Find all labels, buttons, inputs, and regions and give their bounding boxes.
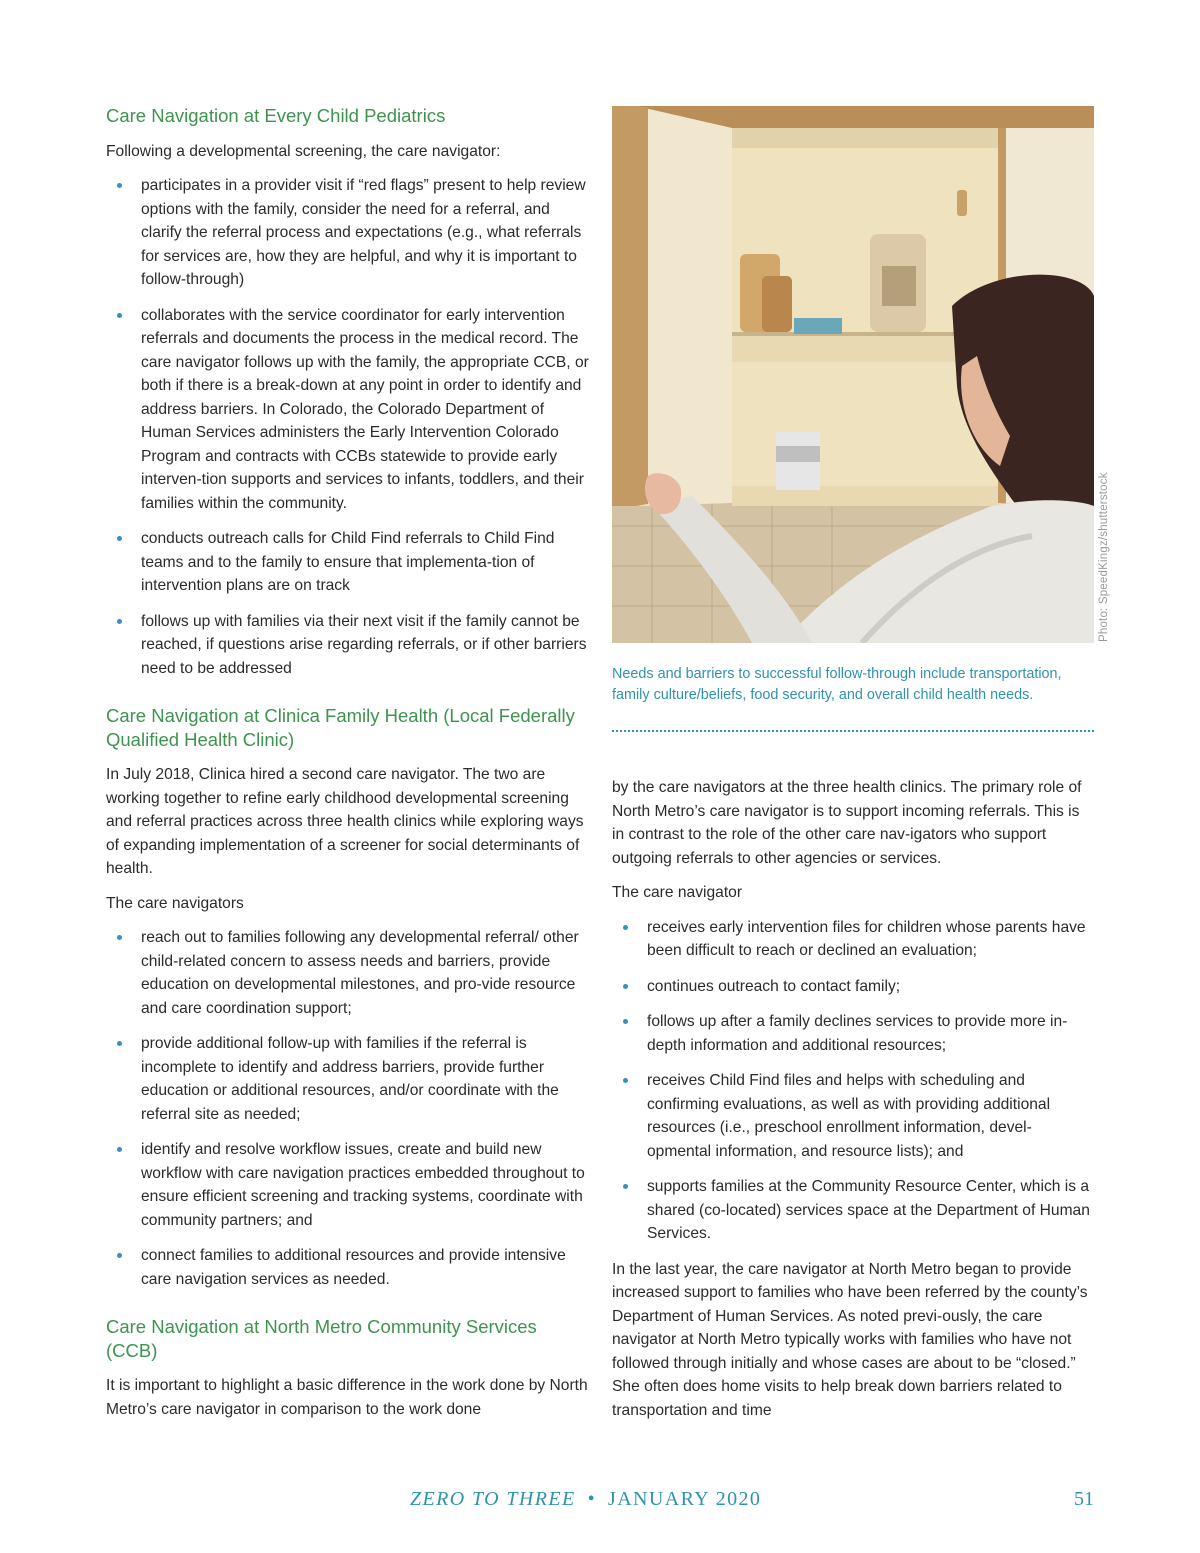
cabinet-photo — [612, 106, 1094, 643]
cabinet-illustration — [612, 106, 1094, 643]
list-item: conducts outreach calls for Child Find referrals to Child Find teams and to the family to ensure that implementa-tion of intervention plans are on track — [106, 527, 590, 598]
list-item: reach out to families following any developmental referral/ other child-related concern to assess needs and barriers, provide education on developmental milestones, and pro-vide resource and care coordination support; — [106, 926, 590, 1020]
bullet-icon — [117, 619, 122, 624]
paragraph: It is important to highlight a basic difference in the work done by North Metro’s care navigator in comparison to the work done — [106, 1377, 588, 1418]
publication-date: JANUARY 2020 — [608, 1488, 762, 1510]
section-heading-every-child: Care Navigation at Every Child Pediatrics — [106, 105, 446, 126]
footer-publication — [410, 1488, 761, 1511]
list-item: follows up with families via their next visit if the family cannot be reached, if questions arise regarding referrals, or if other barriers need to be addressed — [106, 610, 590, 681]
paragraph: The care navigator — [612, 884, 743, 901]
list-item: collaborates with the service coordinator for early intervention referrals and documents the process in the medical record. The care navigator follows up with the family, the appropriate CCB, or both if there is a break-down at any point in order to identify and address barriers. In Colorado, the Colorado Department of Human Services administers the Early Intervention Colorado Program and contracts with CCBs statewide to provide early interven-tion supports and services to infants, toddlers, and their families within the community. — [106, 304, 590, 516]
bullet-icon — [117, 1041, 122, 1046]
list-item: receives Child Find files and helps with scheduling and confirming evaluations, as well as with providing additional resources (i.e., preschool enrollment information, devel-opmental information, and resource lists); and — [612, 1069, 1094, 1163]
bullet-icon — [623, 1184, 628, 1189]
paragraph: The care navigators — [106, 894, 244, 912]
bullet-icon — [623, 1078, 628, 1083]
list-item: receives early intervention files for children whose parents have been difficult to reach or declined an evaluation; — [612, 916, 1094, 963]
paragraph: by the care navigators at the three health clinics. The primary role of North Metro’s care navigator is to support incoming referrals. This is in contrast to the role of the other care nav-igators who support outgoing referrals to other agencies or services. — [612, 779, 1082, 867]
list-item: supports families at the Community Resource Center, which is a shared (co-located) services space at the Department of Human Services. — [612, 1175, 1094, 1246]
photo-caption: Needs and barriers to successful follow-through include transportation, family culture/beliefs, food security, and overall child health needs. — [612, 666, 1062, 703]
list-item: connect families to additional resources and provide intensive care navigation services as needed. — [106, 1244, 590, 1291]
list-item: participates in a provider visit if “red flags” present to help review options with the family, consider the need for a referral, and clarify the referral process and expectations (e.g., what referrals for services are, how they are helpful, and why it is important to follow-through) — [106, 174, 590, 292]
bullet-icon — [623, 925, 628, 930]
bullet-icon — [117, 536, 122, 541]
bullet-icon — [117, 1253, 122, 1258]
list-item: continues outreach to contact family; — [612, 975, 1094, 999]
photo-credit: Photo: SpeedKingz/shutterstock — [1098, 472, 1110, 642]
left-column — [106, 104, 590, 1432]
bullet-icon — [117, 1147, 122, 1152]
bullet-icon — [117, 183, 122, 188]
page-footer — [0, 1488, 1200, 1518]
list-item: identify and resolve workflow issues, create and build new workflow with care navigation practices embedded throughout to ensure efficient screening and tracking systems, coordinate with community partners; and — [106, 1138, 590, 1232]
right-column — [612, 776, 1094, 1433]
list-item: provide additional follow-up with families if the referral is incomplete to identify and address barriers, provide further education or additional resources, and/or coordinate with the referral site as needed; — [106, 1032, 590, 1126]
footer-separator: • — [587, 1488, 597, 1510]
section-intro: Following a developmental screening, the care navigator: — [106, 142, 501, 160]
caption-divider — [612, 730, 1094, 732]
bullet-list-clinica — [106, 926, 590, 1291]
page-number: 51 — [1074, 1488, 1094, 1510]
list-item: follows up after a family declines services to provide more in-depth information and additional resources; — [612, 1010, 1094, 1057]
bullet-list-every-child — [106, 174, 590, 680]
bullet-icon — [117, 935, 122, 940]
section-heading-north-metro: Care Navigation at North Metro Community Services (CCB) — [106, 1316, 537, 1361]
publication-name: ZERO TO THREE — [410, 1488, 576, 1510]
paragraph: In July 2018, Clinica hired a second care navigator. The two are working together to refine early childhood developmental screening and referral practices across three health clinics while exploring ways of expanding implementation of a screener for social determinants of health. — [106, 766, 584, 877]
bullet-list-north-metro — [612, 916, 1094, 1246]
section-heading-clinica: Care Navigation at Clinica Family Health (Local Federally Qualified Health Clinic) — [106, 705, 575, 750]
bullet-icon — [117, 313, 122, 318]
paragraph: In the last year, the care navigator at North Metro began to provide increased support to families who have been referred by the county’s Department of Human Services. As noted previ-ously, the care navigator at North Metro typically works with families who have not followed through initially and whose cases are about to be “closed.” She often does home visits to help break down barriers related to transportation and time — [612, 1260, 1088, 1419]
bullet-icon — [623, 984, 628, 989]
bullet-icon — [623, 1019, 628, 1024]
